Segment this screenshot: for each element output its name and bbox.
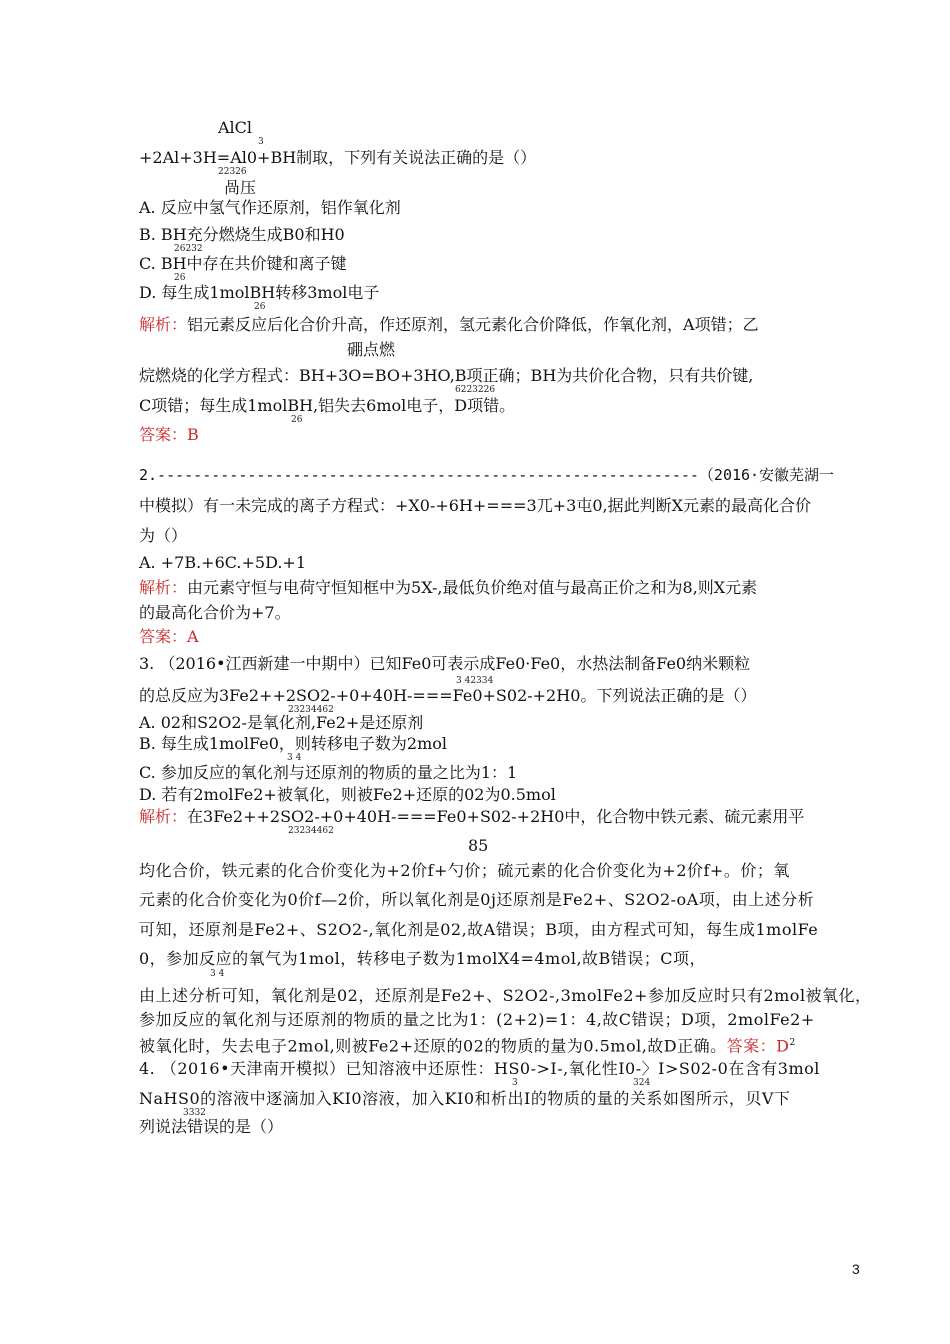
q3-line-2: 的总反应为3Fe2++2SO2-+0+40H-===Fe0+S02-+2H0。下列说法正确的是（） bbox=[139, 686, 757, 705]
q1-analysis-line-2: 烷燃烧的化学方程式：BH+3O=BO+3HO,B项正确；BH为共价化合物，只有共价键, bbox=[139, 366, 754, 385]
q1-analysis-line-1 bbox=[139, 315, 759, 335]
q1-option-b-subscripts: 26232 bbox=[174, 244, 203, 254]
q1-option-d-subscripts: 26 bbox=[254, 302, 266, 312]
q1-stem: +2Al+3H=Al0+BH制取，下列有关说法正确的是（） bbox=[139, 148, 537, 167]
q1-reaction-condition: 咼压 bbox=[224, 178, 257, 197]
q1-analysis-line-2-subscripts: 6223226 bbox=[455, 385, 496, 395]
q3-page-mark: 85 bbox=[468, 836, 489, 855]
q1-analysis-line-3-subscripts: 26 bbox=[291, 415, 303, 425]
alcl3-label: AlCl bbox=[218, 118, 253, 137]
q2-answer: 答案：A bbox=[139, 627, 199, 646]
q3-option-b-subscripts: 3 4 bbox=[287, 753, 302, 763]
q1-option-b: B. BH充分燃烧生成B0和H0 bbox=[139, 225, 345, 244]
q3-analysis-text-1: 在3Fe2++2SO2-+0+40H-===Fe0+S02-+2H0中，化合物中铁元素、硫元素用平 bbox=[187, 807, 805, 826]
q1-option-c: C. BH中存在共价键和离子键 bbox=[139, 254, 347, 273]
analysis-label: 解析： bbox=[139, 807, 188, 826]
q4-line-1-subscript-b: 324 bbox=[633, 1078, 651, 1088]
q3-option-c: C. 参加反应的氧化剂与还原剂的物质的量之比为1：1 bbox=[139, 763, 518, 782]
q4-line-2-subscripts: 3332 bbox=[183, 1108, 206, 1118]
q3-body-line-2: 元素的化合价变化为0价f—2价，所以氧化剂是0j还原剂是Fe2+、S2O2-oA项，由上述分析 bbox=[139, 890, 815, 909]
q2-line-2: 中模拟）有一未完成的离子方程式：+X0-+6H+===3兀+3屯0,据此判断X元素的最高化合价 bbox=[139, 496, 811, 515]
q3-option-d: D. 若有2molFe2+被氧化，则被Fe2+还原的02为0.5mol bbox=[139, 785, 556, 804]
q1-analysis-text-1: 铝元素反应后化合价升高，作还原剂，氢元素化合价降低，作氧化剂，A项错；乙 bbox=[187, 315, 759, 334]
q2-analysis-text-1: 由元素守恒与电荷守恒知框中为5X-,最低负价绝对值与最高正价之和为8,则X元素 bbox=[187, 578, 758, 597]
q3-answer-superscript: 2 bbox=[789, 1038, 796, 1048]
q4-line-3: 列说法错误的是（） bbox=[139, 1117, 284, 1136]
q4-line-2: NaHS0的溶液中逐滴加入KI0溶液，加入KI0和析出I的物质的量的关系如图所示，贝V下 bbox=[139, 1089, 791, 1108]
q3-option-a: A. 02和S2O2-是氧化剂,Fe2+是还原剂 bbox=[139, 713, 424, 732]
analysis-label: 解析： bbox=[139, 578, 188, 597]
q2-analysis-line-1 bbox=[139, 578, 757, 598]
q3-body-line-1: 均化合价，铁元素的化合价变化为+2价f+勺价；硫元素的化合价变化为+2价f+。价；氧 bbox=[139, 861, 790, 880]
q3-body-line-3: 可知，还原剂是Fe2+、S2O2-,氧化剂是02,故A错误；B项，由方程式可知，每生成1molFe bbox=[139, 920, 819, 939]
q1-stem-subscripts: 22326 bbox=[218, 167, 247, 177]
q3-answer: 答案：D bbox=[726, 1036, 790, 1056]
q1-analysis-condition: 硼点燃 bbox=[347, 340, 396, 359]
q2-line-1: 2.------------------------------------------------------------（2016·安徽芜湖一 bbox=[139, 466, 835, 484]
q4-line-1: 4. （2016•天津南开模拟）已知溶液中还原性：HS0->I-,氧化性I0-〉I>S02-0在含有3mol bbox=[139, 1059, 820, 1078]
q1-answer: 答案：B bbox=[139, 425, 199, 444]
q3-body-line-7 bbox=[139, 1033, 796, 1056]
q3-body-line-6: 参加反应的氧化剂与还原剂的物质的量之比为1：(2+2)=1：4,故C错误；D项，2molFe2+ bbox=[139, 1010, 815, 1029]
q2-options: A. +7B.+6C.+5D.+1 bbox=[139, 553, 307, 572]
analysis-label: 解析： bbox=[139, 315, 188, 334]
q3-option-b: B. 每生成1molFe0，则转移电子数为2mol bbox=[139, 734, 448, 753]
q3-line-1: 3. （2016•江西新建一中期中）已知Fe0可表示成Fe0·Fe0，水热法制备Fe0纳米颗粒 bbox=[139, 654, 751, 673]
q3-body-subscripts: 3 4 bbox=[210, 969, 225, 979]
q3-analysis-line-1 bbox=[139, 807, 804, 827]
q1-analysis-line-3: C项错；每生成1molBH,铝失去6mol电子，D项错。 bbox=[139, 396, 516, 415]
q3-last-line-text: 被氧化时，失去电子2mol,则被Fe2+还原的02的物质的量为0.5mol,故D正确。 bbox=[139, 1036, 727, 1056]
q4-line-1-subscript-a: 3 bbox=[512, 1078, 518, 1088]
page-number: 3 bbox=[852, 1261, 860, 1277]
q1-option-a: A. 反应中氢气作还原剂，铝作氧化剂 bbox=[139, 198, 401, 217]
q3-body-line-4: 0，参加反应的氧气为1mol，转移电子数为1molX4=4mol,故B错误；C项， bbox=[139, 949, 707, 968]
q3-line-2-subscripts: 23234462 bbox=[288, 705, 334, 715]
q2-line-3: 为（） bbox=[139, 526, 188, 545]
q1-option-c-subscripts: 26 bbox=[174, 273, 186, 283]
alcl3-subscript: 3 bbox=[258, 137, 264, 147]
q3-body-line-5: 由上述分析可知，氧化剂是02，还原剂是Fe2+、S2O2-,3molFe2+参加反应时只有2mol被氧化， bbox=[139, 986, 872, 1005]
q1-option-d: D. 每生成1molBH转移3mol电子 bbox=[139, 283, 380, 302]
q3-line-1-subscripts: 3 42334 bbox=[456, 676, 494, 686]
q2-analysis-line-2: 的最高化合价为+7。 bbox=[139, 603, 291, 622]
q3-analysis-line-1-subscripts: 23234462 bbox=[288, 826, 334, 836]
